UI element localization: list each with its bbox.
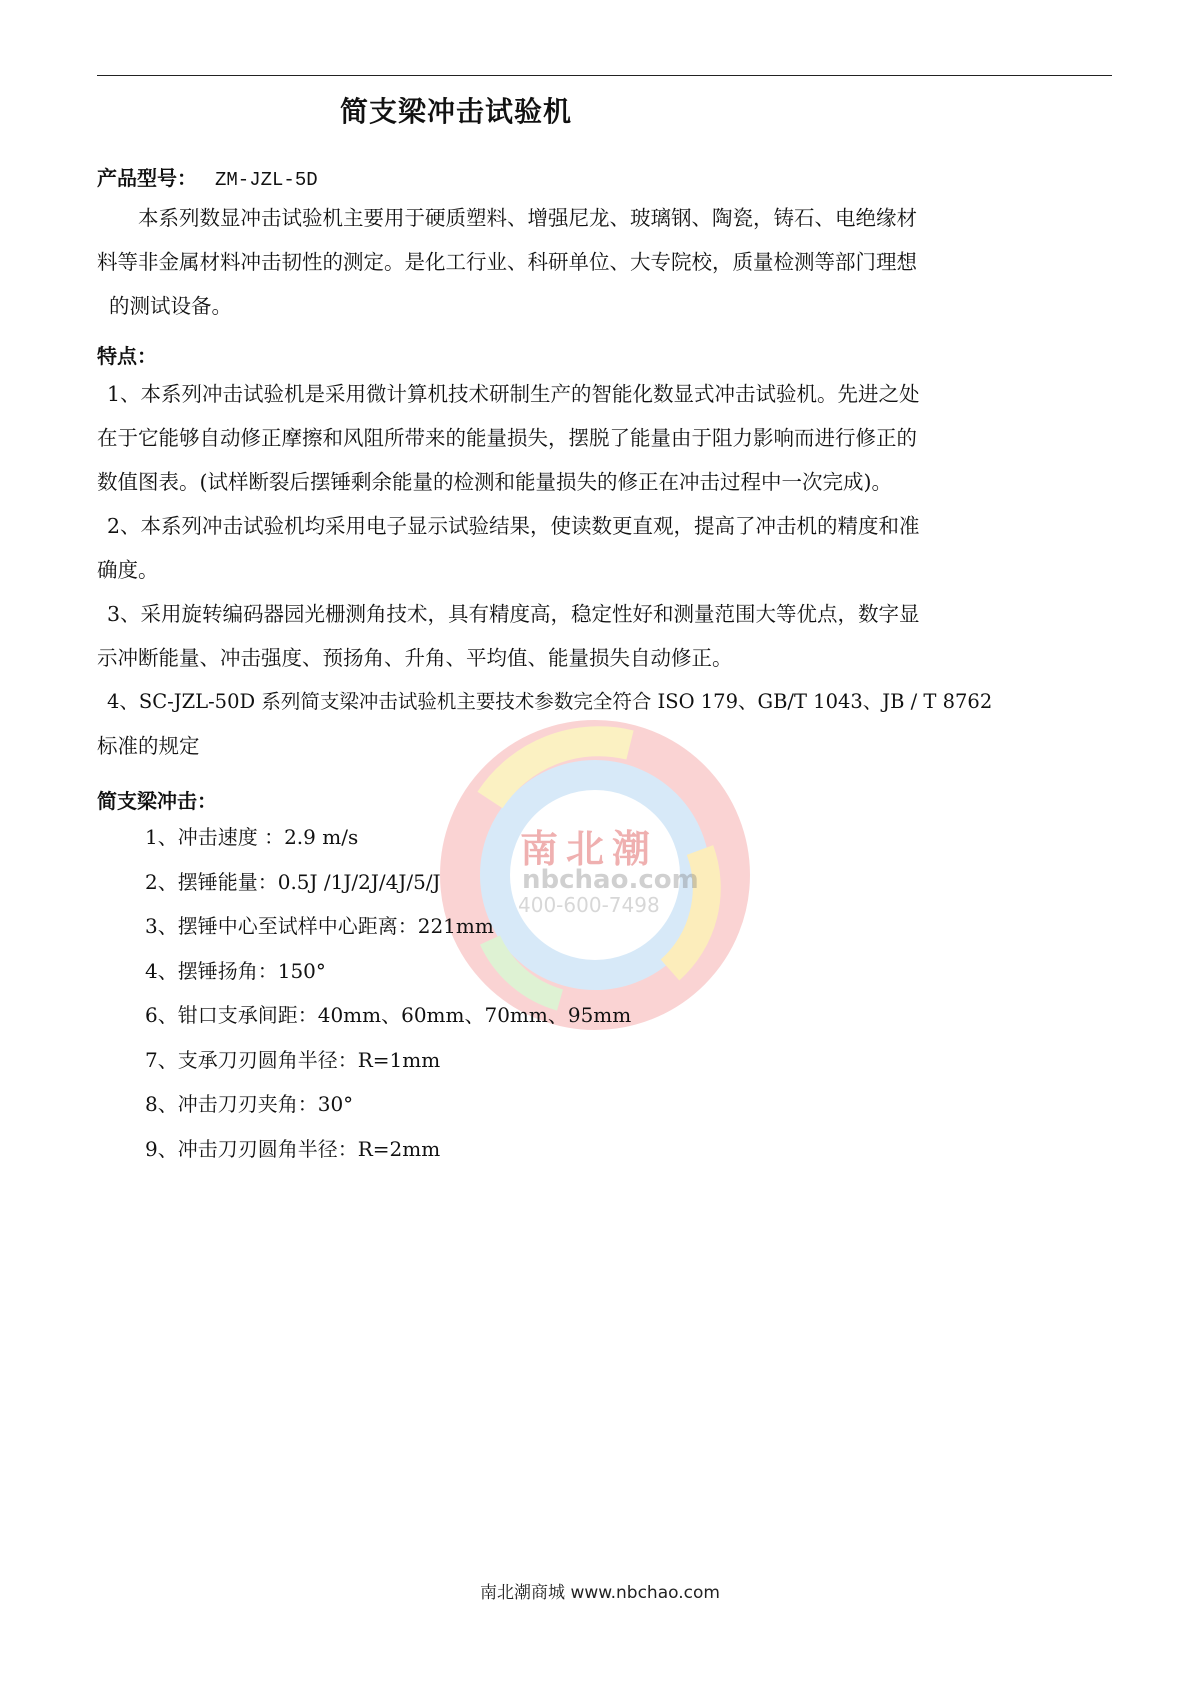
intro-line: 料等非金属材料冲击韧性的测定。是化工行业、科研单位、大专院校，质量检测等部门理想 [97, 250, 917, 274]
feature-line: 标准的规定 [97, 734, 200, 758]
spec-item: 7、支承刀刃圆角半径：R=1mm [145, 1047, 441, 1072]
spec-item: 2、摆锤能量：0.5J /1J/2J/4J/5/J [145, 869, 441, 894]
specs-list [145, 815, 631, 1171]
features-heading: 特点： [97, 344, 157, 368]
feature-line: 示冲断能量、冲击强度、预扬角、升角、平均值、能量损失自动修正。 [97, 646, 733, 670]
header-rule [97, 75, 1112, 76]
feature-line: 2、本系列冲击试验机均采用电子显示试验结果，使读数更直观，提高了冲击机的精度和准 [107, 514, 920, 538]
spec-item: 3、摆锤中心至试样中心距离：221mm [145, 914, 494, 938]
feature-line: 在于它能够自动修正摩擦和风阻所带来的能量损失，摆脱了能量由于阻力影响而进行修正的 [97, 426, 917, 450]
spec-item: 4、摆锤扬角：150° [145, 958, 326, 983]
spec-item: 8、冲击刀刃夹角：30° [145, 1092, 354, 1116]
intro-line: 的测试设备。 [109, 294, 232, 318]
spec-item: 6、钳口支承间距：40mm、60mm、70mm、95mm [145, 1003, 632, 1027]
spec-item: 1、冲击速度 ：2.9 m/s [145, 825, 359, 849]
watermark-url: nbchao.com [522, 865, 699, 895]
model-value: ZM-JZL-5D [215, 169, 318, 191]
feature-line: 3、采用旋转编码器园光栅测角技术，具有精度高，稳定性好和测量范围大等优点，数字显 [107, 602, 920, 626]
intro-paragraph [97, 196, 1097, 328]
feature-line: 数值图表。(试样断裂后摆锤剩余能量的检测和能量损失的修正在冲击过程中一次完成)。 [97, 470, 892, 494]
page-footer: 南北潮商城 www.nbchao.com [480, 1583, 720, 1603]
product-model [97, 162, 318, 191]
features-list [97, 372, 1097, 768]
page-title: 简支梁冲击试验机 [340, 95, 573, 128]
feature-line: 确度。 [97, 558, 159, 582]
specs-heading: 简支梁冲击： [97, 789, 217, 813]
intro-line: 本系列数显冲击试验机主要用于硬质塑料、增强尼龙、玻璃钢、陶瓷，铸石、电绝缘材 [97, 206, 917, 230]
feature-line: 1、本系列冲击试验机是采用微计算机技术研制生产的智能化数显式冲击试验机。先进之处 [107, 382, 920, 406]
model-label: 产品型号： [97, 166, 197, 190]
watermark-brand: 南北潮 [520, 826, 659, 871]
feature-line: 4、SC-JZL-50D 系列简支梁冲击试验机主要技术参数完全符合 ISO 179、GB/T 1043、JB / T 8762 [107, 690, 993, 713]
spec-item: 9、冲击刀刃圆角半径：R=2mm [145, 1136, 441, 1161]
watermark-phone: 400-600-7498 [518, 893, 660, 917]
